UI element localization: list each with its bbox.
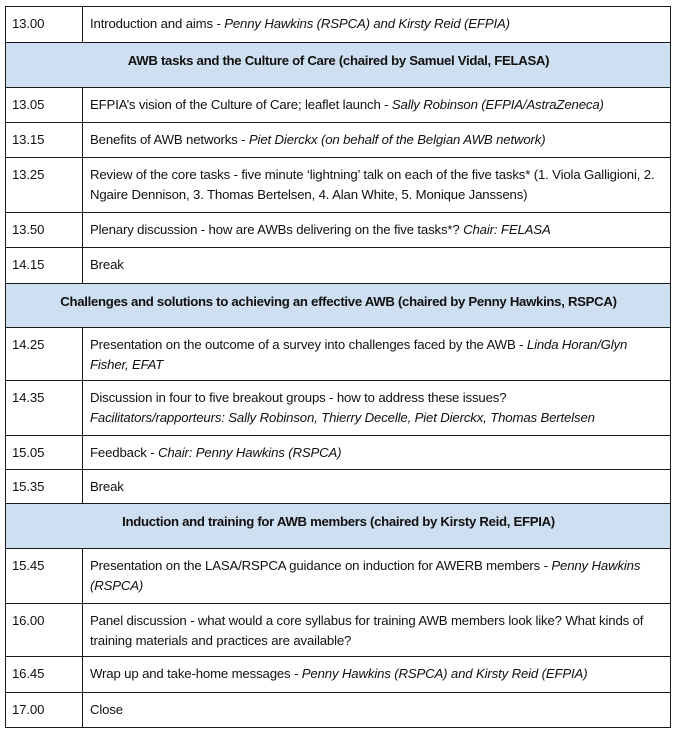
agenda-row xyxy=(6,604,671,657)
session-description xyxy=(83,436,671,470)
session-description xyxy=(83,657,671,693)
session-time: 14.35 xyxy=(6,381,83,436)
session-speaker: Chair: FELASA xyxy=(463,222,551,237)
session-speaker: Chair: Penny Hawkins (RSPCA) xyxy=(157,445,342,460)
agenda-row-break xyxy=(6,470,671,504)
session-title: Break xyxy=(90,257,124,272)
session-time: 16.45 xyxy=(6,657,83,693)
session-description xyxy=(83,7,671,43)
section-header-row xyxy=(6,43,671,88)
agenda-row xyxy=(6,213,671,248)
session-title: Presentation on the LASA/RSPCA guidance on induction for AWERB members - xyxy=(90,558,552,573)
session-time: 16.00 xyxy=(6,604,83,657)
session-time: 13.05 xyxy=(6,88,83,123)
session-description xyxy=(83,693,671,728)
agenda-row xyxy=(6,328,671,381)
session-time: 15.45 xyxy=(6,549,83,604)
agenda-row xyxy=(6,657,671,693)
session-title: Benefits of AWB networks - xyxy=(90,132,249,147)
session-description xyxy=(83,123,671,158)
session-description xyxy=(83,213,671,248)
session-speaker: Linda Horan/Glyn Fisher, EFAT xyxy=(90,337,628,372)
agenda-row xyxy=(6,88,671,123)
session-description xyxy=(83,470,671,504)
session-description xyxy=(83,604,671,657)
agenda-row-break xyxy=(6,248,671,284)
session-title: Close xyxy=(90,702,123,717)
agenda-row xyxy=(6,123,671,158)
agenda-table xyxy=(5,6,671,728)
session-title: Introduction and aims - xyxy=(90,16,225,31)
session-title: Review of the core tasks - five minute ‘lightning’ talk on each of the five tasks* (1. Viola Galligioni, 2. Ngaire Dennison, 3. Thomas Bertelsen, 4. Alan White, 5. Monique Janssens) xyxy=(90,167,655,202)
session-description xyxy=(83,381,671,436)
section-title: Induction and training for AWB members (chaired by Kirsty Reid, EFPIA) xyxy=(6,504,671,549)
agenda-row xyxy=(6,549,671,604)
session-description xyxy=(83,158,671,213)
agenda-row xyxy=(6,158,671,213)
session-description xyxy=(83,328,671,381)
session-time: 13.25 xyxy=(6,158,83,213)
agenda-row xyxy=(6,436,671,470)
section-header-row xyxy=(6,284,671,328)
session-speaker: Piet Dierckx (on behalf of the Belgian AWB network) xyxy=(248,132,546,147)
session-time: 15.05 xyxy=(6,436,83,470)
session-title: Discussion in four to five breakout groups - how to address these issues? xyxy=(90,390,507,405)
session-speaker: Penny Hawkins (RSPCA) xyxy=(90,558,641,593)
session-description xyxy=(83,549,671,604)
section-title: AWB tasks and the Culture of Care (chaired by Samuel Vidal, FELASA) xyxy=(6,43,671,88)
agenda-row xyxy=(6,7,671,43)
session-speaker: Facilitators/rapporteurs: Sally Robinson, Thierry Decelle, Piet Dierckx, Thomas Bertelsen xyxy=(90,410,595,425)
session-time: 13.00 xyxy=(6,7,83,43)
section-title: Challenges and solutions to achieving an effective AWB (chaired by Penny Hawkins, RSPCA) xyxy=(6,284,671,328)
session-title: EFPIA’s vision of the Culture of Care; leaflet launch - xyxy=(90,97,392,112)
agenda-row xyxy=(6,381,671,436)
agenda-row xyxy=(6,693,671,728)
section-header-row xyxy=(6,504,671,549)
session-speaker: Penny Hawkins (RSPCA) and Kirsty Reid (EFPIA) xyxy=(301,666,588,681)
session-title: Presentation on the outcome of a survey into challenges faced by the AWB - xyxy=(90,337,527,352)
session-title: Wrap up and take-home messages - xyxy=(90,666,302,681)
session-time: 15.35 xyxy=(6,470,83,504)
session-time: 14.15 xyxy=(6,248,83,284)
session-time: 17.00 xyxy=(6,693,83,728)
session-time: 13.50 xyxy=(6,213,83,248)
session-description xyxy=(83,248,671,284)
session-time: 13.15 xyxy=(6,123,83,158)
session-time: 14.25 xyxy=(6,328,83,381)
session-title: Break xyxy=(90,479,124,494)
session-title: Panel discussion - what would a core syllabus for training AWB members look like? What kinds of training materials and practices are available? xyxy=(90,613,644,648)
session-speaker: Penny Hawkins (RSPCA) and Kirsty Reid (EFPIA) xyxy=(224,16,510,31)
session-title: Plenary discussion - how are AWBs delivering on the five tasks*? xyxy=(90,222,464,237)
session-title: Feedback - xyxy=(90,445,158,460)
session-speaker: Sally Robinson (EFPIA/AstraZeneca) xyxy=(391,97,604,112)
session-description xyxy=(83,88,671,123)
